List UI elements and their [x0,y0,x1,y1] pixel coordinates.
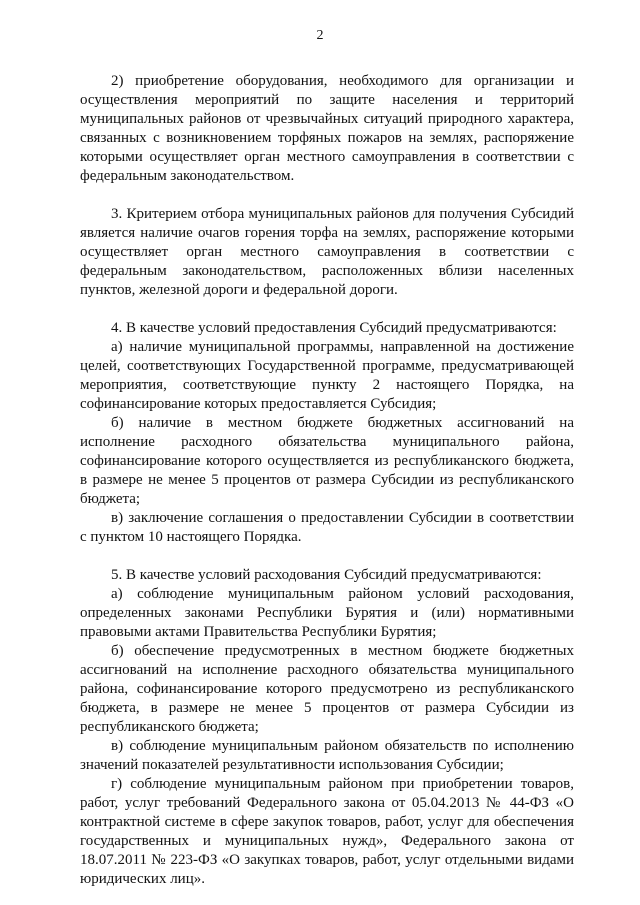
paragraph-item-4a: а) наличие муниципальной программы, направленной на достижение целей, соответствующих Государственной программе, предусматривающей мероприятия, соответствующие пункту 2 настоящего Порядка, на софинансирование которых предоставляется Субсидия; [80,339,574,412]
paragraph-item-5-heading: 5. В качестве условий расходования Субсидий предусматриваются: [111,567,542,583]
paragraph-item-5a: а) соблюдение муниципальным районом условий расходования, определенных законами Республики Бурятия и (или) нормативными правовыми актами Правительства Республики Бурятия; [80,586,574,640]
paragraph-item-4b: б) наличие в местном бюджете бюджетных ассигнований на исполнение расходного обязательства муниципального района, софинансирование которого осуществляется из республиканского бюджета, в размере не менее 5 процентов от размера Субсидии из республиканского бюджета; [80,415,574,507]
paragraph-item-5c: в) соблюдение муниципальным районом обязательств по исполнению значений показателей результативности использования Субсидии; [80,738,574,773]
paragraph-item-5b: б) обеспечение предусмотренных в местном бюджете бюджетных ассигнований на исполнение расходного обязательства муниципального района, софинансирование которого предусмотрено из республиканского бюджета, в размере не менее 5 процентов от размера Субсидии из республиканского бюджета; [80,643,574,735]
paragraph-item-2: 2) приобретение оборудования, необходимого для организации и осуществления мероприятий по защите населения и территорий муниципальных районов от чрезвычайных ситуаций природного характера, связанных с возникновением торфяных пожаров на землях, распоряжение которыми осуществляет орган местного самоуправления в соответствии с федеральным законодательством. [80,73,574,184]
paragraph-item-3: 3. Критерием отбора муниципальных районов для получения Субсидий является наличие очагов горения торфа на землях, распоряжение которыми осуществляет орган местного самоуправления в соответствии с федеральным законодательством, расположенных вблизи населенных пунктов, железной дороги и федеральной дороги. [80,206,574,298]
page-number: 2 [316,28,324,43]
paragraph-item-4c: в) заключение соглашения о предоставлении Субсидии в соответствии с пунктом 10 настоящего Порядка. [80,510,574,545]
document-body [80,72,574,889]
paragraph-item-4-heading: 4. В качестве условий предоставления Субсидий предусматриваются: [111,320,557,336]
paragraph-item-5d: г) соблюдение муниципальным районом при приобретении товаров, работ, услуг требований Федерального закона от 05.04.2013 № 44-ФЗ «О контрактной системе в сфере закупок товаров, работ, услуг для обеспечения государственных и муниципальных нужд», Федерального закона от 18.07.2011 № 223-ФЗ «О закупках товаров, работ, услуг отдельными видами юридических лиц». [80,776,574,887]
